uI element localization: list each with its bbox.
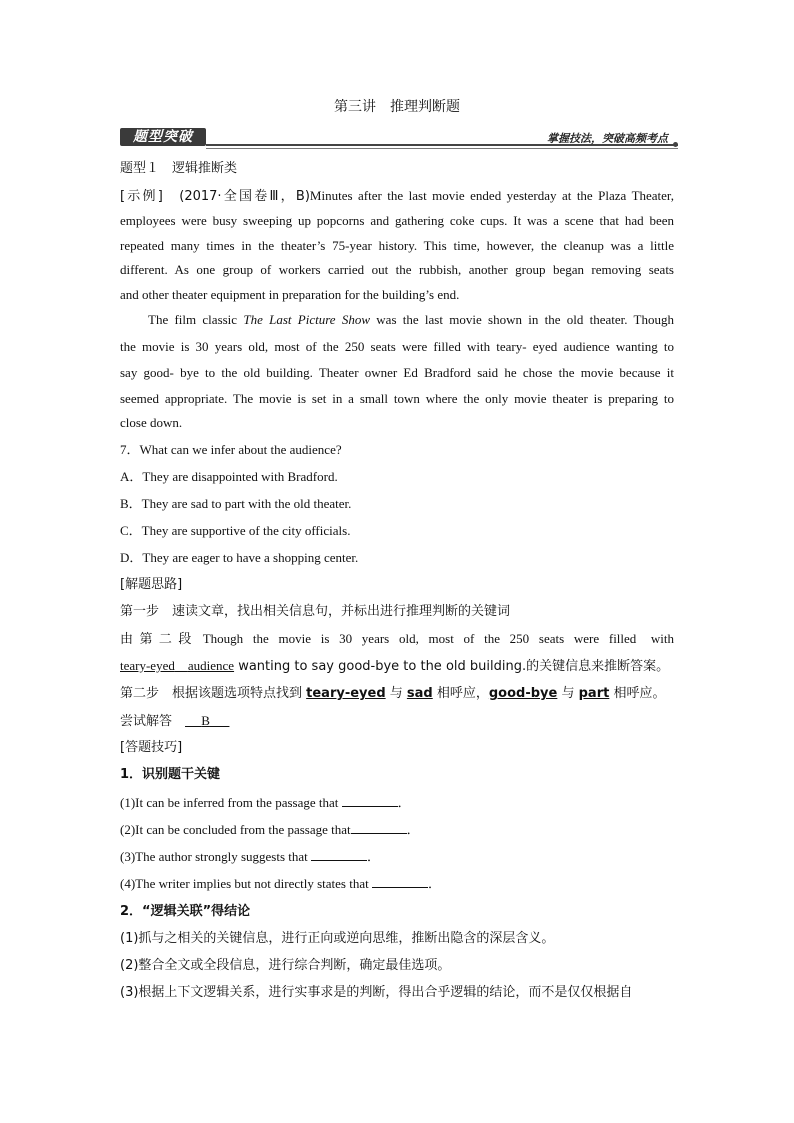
example-line-4: different. As one group of workers carried out the rubbish, another group began removing seats: [120, 262, 674, 277]
example-line-1: [120, 187, 674, 206]
skills-item-5: (1)抓与之相关的关键信息，进行正向或逆向思维，推断出隐含的深层含义。: [120, 931, 555, 946]
keyword-teary-eyed: teary-eyed: [120, 658, 175, 673]
example-p2-line-4: seemed appropriate. The movie is set in a small town where the only movie theater is preparing to: [120, 391, 674, 406]
skills-item-2: (2)It can be concluded from the passage that ．: [120, 822, 420, 837]
question-stem: 7．What can we infer about the audience?: [120, 442, 342, 457]
skills-item-1: (1)It can be inferred from the passage that ．: [120, 795, 411, 810]
example-text: Minutes after the last movie ended yesterday at the Plaza Theater,: [309, 188, 674, 203]
keyword-teary-eyed-2: teary-eyed: [306, 686, 386, 701]
analysis-step-1-line-2: teary-eyed audience wanting to say good-bye to the old building.的关键信息来推断答案。: [120, 658, 670, 674]
answer-value: B: [201, 713, 210, 728]
page-title: 第三讲 推理判断题: [334, 99, 460, 115]
example-p2-line-1: The film classic The Last Picture Show was the last movie shown in the old theater. Though: [148, 312, 675, 327]
option-d: D．They are eager to have a shopping center.: [120, 550, 359, 565]
answer-blank: [351, 821, 407, 834]
analysis-step-1-line-1: 由 第 二 段 Though the movie is 30 years old, most of the 250 seats were filled with: [120, 631, 674, 646]
keyword-part: part: [578, 686, 610, 701]
option-c: C．They are supportive of the city officials.: [120, 523, 351, 538]
answer-blank: [311, 848, 367, 861]
answer-blank: [342, 794, 398, 807]
banner-dot-icon: [673, 142, 678, 147]
banner-rule-thin: [206, 148, 678, 149]
skills-item-4: (4)The writer implies but not directly states that ．: [120, 876, 442, 891]
example-source: (2017·全国卷Ⅲ，B): [179, 189, 310, 204]
example-label: [示例]: [120, 189, 163, 204]
keyword-good-bye: good-bye: [488, 686, 558, 701]
skills-heading-2: 2．“逻辑关联”得结论: [120, 904, 251, 919]
skills-item-3: (3)The author strongly suggests that ．: [120, 849, 381, 864]
skills-item-7: (3)根据上下文逻辑关系，进行实事求是的判断，得出合乎逻辑的结论，而不是仅仅根据自: [120, 985, 633, 1000]
example-p2-line-3: say good- bye to the old building. Theater owner Ed Bradford said he chose the movie because it: [120, 365, 674, 380]
type-heading: 题型１ 逻辑推断类: [120, 161, 238, 176]
keyword-audience: audience: [187, 658, 235, 673]
banner-slogan: 掌握技法，突破高频考点: [547, 132, 668, 145]
keyword-sad: sad: [406, 686, 433, 701]
skills-item-6: (2)整合全文或全段信息，进行综合判断，确定最佳选项。: [120, 958, 451, 973]
analysis-step-2: 第二步 根据该题选项特点找到 teary-eyed 与 sad 相呼应，good-bye 与 part 相呼应。: [120, 686, 666, 701]
skills-label: [答题技巧]: [120, 740, 183, 755]
example-line-2: employees were busy sweeping up popcorns and gathering coke cups. It was a scene that had been: [120, 213, 674, 228]
section-banner: [120, 128, 678, 154]
analysis-label: [解题思路]: [120, 577, 183, 592]
example-line-3: repeated many times in the theater’s 75-year history. This time, however, the cleanup was a little: [120, 238, 674, 253]
example-line-5: and other theater equipment in preparation for the building’s end.: [120, 287, 460, 302]
answer-blank: [372, 875, 428, 888]
option-b: B．They are sad to part with the old theater.: [120, 496, 352, 511]
film-title: The Last Picture Show: [243, 312, 371, 327]
example-p2-line-5: close down.: [120, 415, 183, 430]
option-a: A．They are disappointed with Bradford.: [120, 469, 338, 484]
analysis-step-1: 第一步 速读文章，找出相关信息句，并标出进行推理判断的关键词: [120, 604, 511, 619]
banner-tag: 题型突破: [120, 128, 206, 146]
try-answer-line: 尝试解答 B: [120, 713, 210, 729]
skills-heading-1: 1．识别题干关键: [120, 767, 221, 782]
example-p2-line-2: the movie is 30 years old, most of the 250 seats were filled with teary- eyed audience wanting to: [120, 339, 674, 354]
